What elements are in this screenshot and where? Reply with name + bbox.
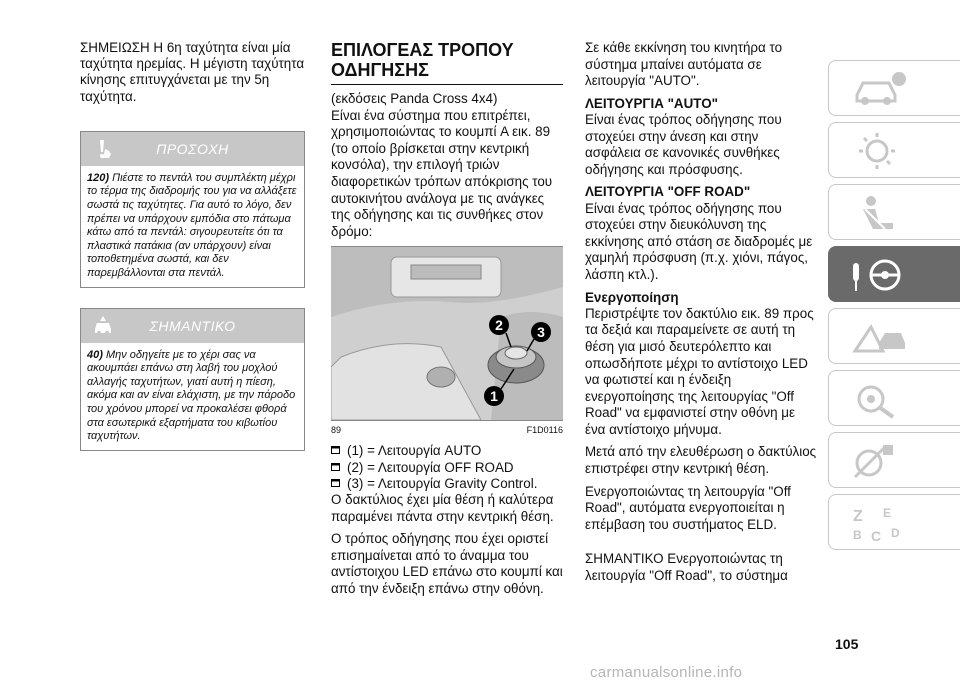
gear-note: ΣΗΜΕΙΩΣΗ Η 6η ταχύτητα είναι μία ταχύτητα ηρεμίας. Η μέγιστη ταχύτητα κίνησης επιτυγχάνεται με την 5η ταχύτητα.	[80, 40, 305, 104]
figure-code: F1D0116	[526, 425, 563, 436]
auto-heading: ΛΕΙΤΟΥΡΓΙΑ "AUTO"	[585, 95, 718, 111]
list-item	[331, 476, 563, 492]
important-body: Μην οδηγείτε με το χέρι σας να ακουμπάει επάνω στη λαβή του μοχλού αλλαγής ταχυτήτων, γιατί αυτή η πίεση, ακόμα και αν είναι ελάχιστη, με την πάροδο του χρόνου μπορεί να προκαλέσει φθορά στα εσωτερικά εξαρτήματα του κιβωτίου ταχυτήτων.	[87, 348, 296, 443]
important-box-header	[81, 309, 304, 343]
offroad-text: Είναι ένας τρόπος οδήγησης που στοχεύει στην διευκόλυνση της εκκίνησης από στάση σε διαδρομές με χαμηλή πρόσφυση (π.χ. χιόνι, πάγος, λάσπη κτλ.).	[585, 200, 813, 282]
section-subtitle: (εκδόσεις Panda Cross 4x4)	[331, 91, 498, 106]
technical-data-icon	[849, 441, 909, 481]
checkbox-bullet-icon	[331, 479, 340, 487]
list-item	[331, 443, 563, 459]
callout-1-label: 1	[490, 388, 498, 405]
tab-emergency[interactable]	[828, 308, 960, 364]
warning-title: ΠΡΟΣΟΧΗ	[156, 140, 229, 157]
section-heading: ΕΠΙΛΟΓΕΑΣ ΤΡΟΠΟΥ ΟΔΗΓΗΣΗΣ	[331, 40, 514, 80]
tab-car-info[interactable]	[828, 60, 960, 116]
offroad-heading: ΛΕΙΤΟΥΡΓΙΑ "OFF ROAD"	[585, 184, 751, 200]
section-body: Είναι ένα σύστημα που επιτρέπει, χρησιμοποιώντας το κουμπί A εικ. 89 (το οποίο βρίσκεται στην κεντρική κονσόλα), την επιλογή τριών διαφορετικών τρόπων απόκρισης του αυτοκινήτου ανάλογα με τις ανάγκες της οδήγησης και τις συνθήκες στον δρόμο:	[331, 107, 553, 239]
list-item-text: (2) = Λειτουργία OFF ROAD	[347, 459, 514, 475]
tab-index[interactable]	[828, 494, 960, 550]
warning-body: Πιέστε το πεντάλ του συμπλέκτη μέχρι το τέρμα της διαδρομής του για να αλλάξετε σωστά τις ταχύτητες. Για αυτό το λόγο, δεν πρέπει να υπάρχουν εμπόδια στο πάτωμα κάτω από τα πεντάλ: σιγουρευτείτε ότι τα πλαστικά πατάκια (αν υπάρχουν) είναι τοποθετημένα σωστά, και δεν παρεμβάλλονται στα πεντάλ.	[87, 171, 297, 279]
tab-driving[interactable]	[828, 246, 960, 302]
svg-text:B: B	[853, 528, 862, 542]
callout-2-label: 2	[495, 317, 503, 334]
checkbox-bullet-icon	[331, 463, 340, 471]
important-box	[80, 308, 305, 451]
list-item-text: (1) = Λειτουργία AUTO	[347, 443, 482, 459]
important-note: ΣΗΜΑΝΤΙΚΟ Ενεργοποιώντας τη λειτουργία "Off Road", το σύστημα	[585, 551, 788, 584]
tab-maintenance[interactable]	[828, 370, 960, 426]
column-3	[585, 40, 817, 591]
svg-text:D: D	[891, 526, 900, 540]
svg-text:C: C	[871, 528, 882, 543]
maintenance-tools-icon	[849, 379, 909, 419]
activation-heading: Ενεργοποίηση	[585, 289, 679, 305]
svg-text:E: E	[883, 506, 892, 520]
column-1	[80, 40, 305, 471]
console-illustration	[331, 247, 563, 420]
figure-caption	[331, 425, 563, 437]
index-letters-icon	[849, 503, 909, 543]
tab-dashboard[interactable]	[828, 122, 960, 178]
road-warning-icon	[849, 317, 909, 357]
important-title: ΣΗΜΑΝΤΙΚΟ	[149, 317, 236, 334]
page-number: 105	[835, 636, 859, 652]
list-item-text: (3) = Λειτουργία Gravity Control.	[347, 475, 538, 491]
warning-number: 120)	[87, 171, 110, 184]
figure-89	[331, 246, 563, 421]
important-number: 40)	[87, 348, 103, 361]
list-item	[331, 460, 563, 476]
auto-text: Είναι ένας τρόπος οδήγησης που στοχεύει στην άνεση και στην ασφάλεια σε κανονικές συνθήκες οδήγησης και πρόσφυσης.	[585, 111, 782, 177]
seat-safety-icon	[849, 193, 909, 233]
column-2	[331, 40, 563, 604]
warning-text	[81, 166, 304, 287]
activation-text-2: Μετά από την ελευθέρωση ο δακτύλιος επιστρέφει στην κεντρική θέση.	[585, 444, 817, 477]
heading-rule	[331, 84, 563, 85]
warning-box	[80, 131, 305, 288]
checkbox-bullet-icon	[331, 446, 340, 454]
tab-safety[interactable]	[828, 184, 960, 240]
dashboard-lights-icon	[849, 131, 909, 171]
watermark: carmanualsonline.info	[590, 664, 743, 681]
auto-default-text: Σε κάθε εκκίνηση του κινητήρα το σύστημα μπαίνει αυτόματα σε λειτουργία "AUTO".	[585, 40, 783, 89]
activation-text-3: Ενεργοποιώντας τη λειτουργία "Off Road", αυτόματα ενεργοποιείται η επέμβαση του συστήματος ELD.	[585, 483, 791, 532]
warning-box-header	[81, 132, 304, 166]
ring-position-text: Ο δακτύλιος έχει μία θέση ή καλύτερα παραμένει πάντα στην κεντρική θέση.	[331, 491, 554, 524]
figure-number: 89	[331, 425, 342, 436]
callout-3-label: 3	[537, 324, 545, 341]
important-text	[81, 343, 304, 450]
mode-list	[331, 443, 563, 492]
steering-key-icon	[849, 255, 909, 295]
tab-technical-data[interactable]	[828, 432, 960, 488]
svg-text:Z: Z	[853, 508, 863, 525]
activation-text-1: Περιστρέψτε τον δακτύλιο εικ. 89 προς τα δεξιά και παραμείνετε σε αυτή τη θέση για μισό δευτερόλεπτο και οπωσδήποτε μέχρι το αντίστοιχο LED να φωτιστεί και η ένδειξη ενεργοποίησης της λειτουργίας "Off Road" να εμφανιστεί στην οθόνη με ένα αντίστοιχο μήνυμα.	[585, 305, 814, 437]
led-indication-text: Ο τρόπος οδήγησης που έχει οριστεί επισημαίνεται από το άναμμα του αντίστοιχου LED επάνω στο κουμπί και από την ένδειξη επάνω στην οθόνη.	[331, 531, 563, 596]
car-info-icon	[849, 69, 909, 109]
